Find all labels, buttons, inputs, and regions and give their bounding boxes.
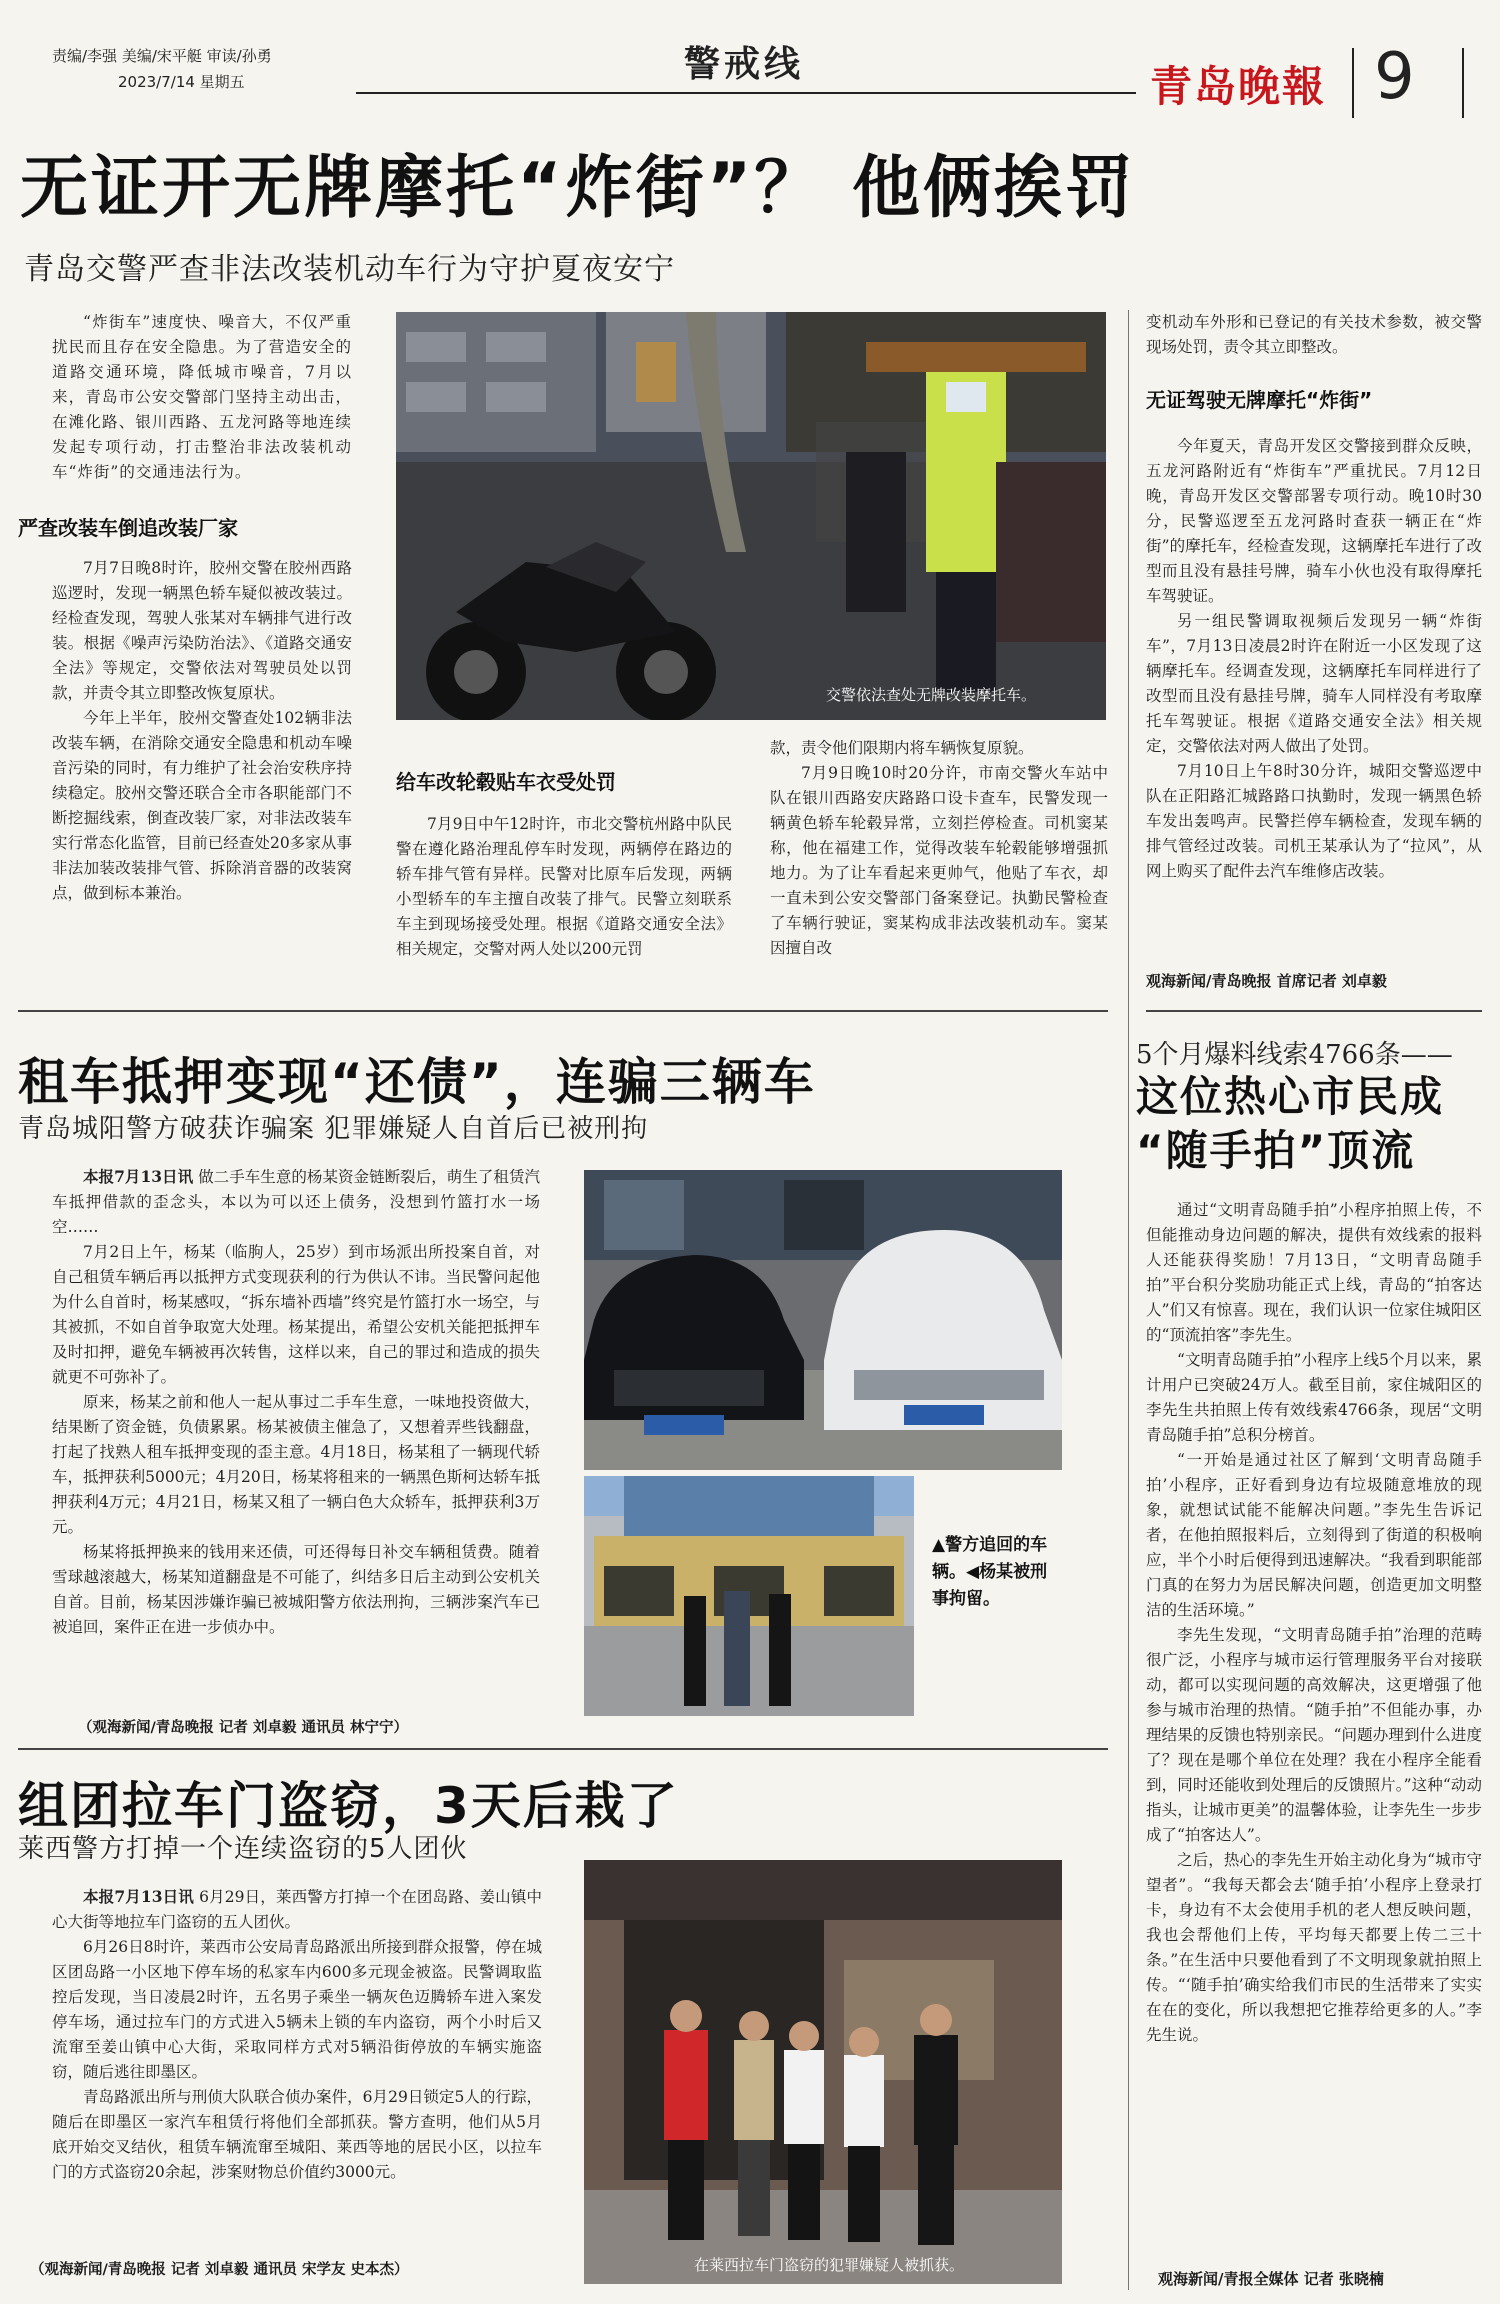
story1-subhead-1: 严查改装车倒追改装厂家 [18, 516, 238, 540]
rule-story4-top [1146, 1010, 1482, 1012]
story2-p2: 7月2日上午，杨某（临朐人，25岁）到市场派出所投案自首，对自己租赁车辆后再以抵押方式变现获利的行为供认不讳。当民警问起他为什么自首时，杨某感叹，“拆东墙补西墙”终究是竹篮打水一场空，与其被抓，不如自首争取宽大处理。杨某提出，希望公安机关能把抵押车及时扣押，避免车辆被再次转售，这样以来，自己的罪过和造成的损失就更不可弥补了。 [52, 1243, 540, 1386]
story2-body [52, 1164, 540, 1708]
story4-p3: “一开始是通过社区了解到‘文明青岛随手拍’小程序，正好看到身边有垃圾随意堆放的现象，就想试试能不能解决问题。”李先生告诉记者，在他拍照报料后，立刻得到了街道的积极响应，半个小时后便得到迅速解决。“我看到职能部门真的在努力为居民解决问题，创造更加文明整洁的生活环境。” [1146, 1451, 1482, 1619]
header-divider [1352, 48, 1354, 118]
story3-headline: 组团拉车门盗窃，3天后栽了 [18, 1777, 679, 1835]
story3-p1-text: 6月29日，莱西警方打掉一个在团岛路、姜山镇中心大街等地拉车门盗窃的五人团伙。 [52, 1888, 542, 1931]
story3-body [52, 1884, 542, 2252]
story1-col1 [52, 556, 352, 996]
story3-photo-suspects [584, 1860, 1062, 2284]
story2-headline: 租车抵押变现“还债”，连骗三辆车 [18, 1053, 816, 1111]
story1-byline: 观海新闻/青岛晚报 首席记者 刘卓毅 [1146, 972, 1387, 990]
story3-p3: 青岛路派出所与刑侦大队联合侦办案件，6月29日锁定5人的行踪，随后在即墨区一家汽车租赁行将他们全部抓获。警方查明，他们从5月底开始交叉结伙，租赁车辆流窜至城阳、莱西等地的居民小区，以拉车门的方式盗窃20余起，涉案财物总价值约3000元。 [52, 2088, 542, 2181]
story1-p1: 7月7日晚8时许，胶州交警在胶州西路巡逻时，发现一辆黑色轿车疑似被改装过。经检查发现，驾驶人张某对车辆排气进行改装。根据《噪声污染防治法》、《道路交通安全法》等规定，交警依法对驾驶员处以罚款，并责令其立即整改恢复原状。 [52, 559, 352, 702]
story3-p2: 6月26日8时许，莱西市公安局青岛路派出所接到群众报警，停在城区团岛路一小区地下停车场的私家车内600多元现金被盗。民警调取监控后发现，当日凌晨2时许，五名男子乘坐一辆灰色迈腾轿车进入案发停车场，通过拉车门的方式进入5辆未上锁的车内盗窃，两个小时后又流窜至姜山镇中心大街，采取同样方式对5辆沿街停放的车辆实施盗窃，随后逃往即墨区。 [52, 1938, 542, 2081]
story1-p3: 7月9日中午12时许，市北交警杭州路中队民警在遵化路治理乱停车时发现，两辆停在路边的轿车排气管有异样。民警对比原车后发现，两辆小型轿车的车主擅自改装了排气。民警立刻联系车主到现场接受处理。根据《道路交通安全法》相关规定，交警对两人处以200元罚 [396, 815, 732, 958]
story1-p2: 今年上半年，胶州交警查处102辆非法改装车辆，在消除交通安全隐患和机动车噪音污染的同时，有力维护了社会治安秩序持续稳定。胶州交警还联合全市各职能部门不断挖掘线索，倒查改装厂家，对非法改装车实行常态化监管，目前已经查处20多家从事非法加装改装排气管、拆除消音器的改装窝点，做到标本兼治。 [52, 709, 352, 902]
story3-photo-caption: 在莱西拉车门盗窃的犯罪嫌疑人被抓获。 [694, 2256, 965, 2274]
story4-body [1146, 1198, 1482, 2262]
story2-p1 [52, 1164, 540, 1240]
story1-col3 [770, 736, 1108, 996]
story2-photo-cars [584, 1170, 1062, 1470]
story2-deck: 青岛城阳警方破获诈骗案 犯罪嫌疑人自首后已被刑拘 [18, 1114, 649, 1144]
issue-date: 2023/7/14 星期五 [118, 73, 245, 91]
story1-photo-motorcycle [396, 312, 1106, 720]
story1-photo-caption: 交警依法查处无牌改装摩托车。 [826, 686, 1037, 704]
newspaper-logo: 青岛晚報 [1150, 62, 1327, 111]
story4-byline: 观海新闻/青报全媒体 记者 张晓楠 [1158, 2270, 1384, 2288]
story3-byline: （观海新闻/青岛晚报 记者 刘卓毅 通讯员 宋学友 史本杰） [30, 2262, 409, 2278]
story1-col4 [1146, 434, 1482, 964]
story3-p1 [52, 1884, 542, 1935]
story1-p8: 另一组民警调取视频后发现另一辆“炸街车”，7月13日凌晨2时许在附近一小区发现了这辆摩托车。经调查发现，这辆摩托车同样进行了改型而且没有悬挂号牌，骑车人同样没有考取摩托车驾驶证。根据《道路交通安全法》相关规定，交警依法对两人做出了处罚。 [1146, 612, 1482, 755]
story2-dateline: 本报7月13日讯 [83, 1167, 194, 1186]
story1-subhead-3: 无证驾驶无牌摩托“炸街” [1146, 388, 1373, 412]
story2-byline: （观海新闻/青岛晚报 记者 刘卓毅 通讯员 林宁宁） [78, 1720, 408, 1736]
story1-p6: 变机动车外形和已登记的有关技术参数，被交警现场处罚，责令其立即整改。 [1146, 313, 1482, 356]
rule-story2-bottom [18, 1748, 1108, 1750]
editors-credit: 责编/李强 美编/宋平艇 审读/孙勇 [52, 47, 272, 65]
story1-p5: 7月9日晚10时20分许，市南交警火车站中队在银川西路安庆路路口设卡查车，民警发现一辆黄色轿车轮毂异常，立刻拦停检查。司机窦某称，他在福建工作，觉得改装车轮毂能够增强抓地力。为了让车看起来更帅气，他贴了车衣，却一直未到公安交警部门备案登记。执勤民警检查了车辆行驶证，窦某构成非法改装机动车。窦某因擅自改 [770, 764, 1108, 957]
story3-dateline: 本报7月13日讯 [83, 1887, 194, 1906]
story4-p4: 李先生发现，“文明青岛随手拍”治理的范畴很广泛，小程序与城市运行管理服务平台对接联动，都可以实现问题的高效解决，这更增强了他参与城市治理的热情。“随手拍”不但能办事，办理结果的反馈也特别亲民。“问题办理到什么进度了？现在是哪个单位在处理？我在小程序全能看到，同时还能收到处理后的反馈照片。”这种“动动指头，让城市更美”的温馨体验，让李先生一步步成了“拍客达人”。 [1146, 1626, 1482, 1844]
story1-p4: 款，责令他们限期内将车辆恢复原貌。 [770, 739, 1034, 757]
page-number: 9 [1374, 40, 1415, 114]
story1-col2 [396, 812, 732, 996]
rule-vertical [1128, 310, 1129, 2290]
story1-lead-text: “炸街车”速度快、噪音大，不仅严重扰民而且存在安全隐患。为了营造安全的道路交通环境，降低城市噪音，7月以来，青岛市公安交警部门坚持主动出击，在滩化路、银川西路、五龙河路等地连续发起专项行动，打击整治非法改装机动车“炸街”的交通违法行为。 [52, 313, 352, 481]
story4-p5: 之后，热心的李先生开始主动化身为“城市守望者”。“我每天都会去‘随手拍’小程序上登录打卡，身边有不太会使用手机的老人想反映问题，我也会帮他们上传，平均每天都要上传二三十条。”在生活中只要他看到了不文明现象就拍照上传。“‘随手拍’确实给我们市民的生活带来了实实在在的变化，所以我想把它推荐给更多的人。”李先生说。 [1146, 1851, 1482, 2044]
story1-subhead-2: 给车改轮毂贴车衣受处罚 [396, 770, 616, 794]
story3-deck: 莱西警方打掉一个连续盗窃的5人团伙 [18, 1834, 468, 1864]
story4-p1: 通过“文明青岛随手拍”小程序拍照上传，不但能推动身边问题的解决，提供有效线索的报料人还能获得奖励！7月13日，“文明青岛随手拍”平台积分奖励功能正式上线，青岛的“拍客达人”们又有惊喜。现在，我们认识一位家住城阳区的“顶流拍客”李先生。 [1146, 1201, 1482, 1344]
story2-photo-station [584, 1476, 914, 1716]
story2-inset-caption: ▲警方追回的车辆。◀杨某被刑事拘留。 [932, 1535, 1048, 1609]
header-rule [356, 92, 1136, 94]
story1-deck: 青岛交警严查非法改装机动车行为守护夏夜安宁 [24, 252, 675, 287]
story2-p4: 杨某将抵押换来的钱用来还债，可还得每日补交车辆租赁费。随着雪球越滚越大，杨某知道翻盘是不可能了，纠结多日后主动到公安机关自首。目前，杨某因涉嫌诈骗已被城阳警方依法刑拘，三辆涉案汽车已被追回，案件正在进一步侦办中。 [52, 1543, 540, 1636]
story4-p2: “文明青岛随手拍”小程序上线5个月以来，累计用户已突破24万人。截至目前，家住城阳区的李先生共拍照上传有效线索4766条，现居“文明青岛随手拍”总积分榜首。 [1146, 1351, 1482, 1444]
story1-lead [52, 310, 352, 500]
section-name: 警戒线 [684, 44, 805, 85]
story1-p7: 今年夏天，青岛开发区交警接到群众反映，五龙河路附近有“炸街车”严重扰民。7月12日晚，青岛开发区交警部署专项行动。晚10时30分，民警巡逻至五龙河路时查获一辆正在“炸街”的摩托车，经检查发现，这辆摩托车进行了改型而且没有悬挂号牌，骑车小伙也没有取得摩托车驾驶证。 [1146, 437, 1482, 605]
story2-p3: 原来，杨某之前和他人一起从事过二手车生意，一味地投资做大，结果断了资金链，负债累累。杨某被债主催急了，又想着弄些钱翻盘，打起了找熟人租车抵押变现的歪主意。4月18日，杨某租了一辆现代轿车，抵押获利5000元；4月20日，杨某将租来的一辆黑色斯柯达轿车抵押获利4万元；4月21日，杨某又租了一辆白色大众轿车，抵押获利3万元。 [52, 1393, 540, 1536]
rule-story1-bottom [18, 1010, 1108, 1012]
story4-headline-line1: 这位热心市民成 [1136, 1072, 1445, 1121]
story1-headline: 无证开无牌摩托“炸街”？ 他俩挨罚 [20, 149, 1137, 228]
story4-kicker: 5个月爆料线索4766条—— [1136, 1040, 1453, 1070]
story1-col4-top [1146, 310, 1482, 362]
story4-headline-line2: “随手拍”顶流 [1136, 1126, 1416, 1175]
header-divider-right [1462, 48, 1464, 118]
story1-p9: 7月10日上午8时30分许，城阳交警巡逻中队在正阳路汇城路路口执勤时，发现一辆黑色轿车发出轰鸣声。民警拦停车辆检查，发现车辆的排气管经过改装。司机王某承认为了“拉风”，从网上购买了配件去汽车维修店改装。 [1146, 762, 1482, 880]
story2-p1-text: 做二手车生意的杨某资金链断裂后，萌生了租赁汽车抵押借款的歪念头，本以为可以还上债务，没想到竹篮打水一场空…… [52, 1168, 540, 1236]
